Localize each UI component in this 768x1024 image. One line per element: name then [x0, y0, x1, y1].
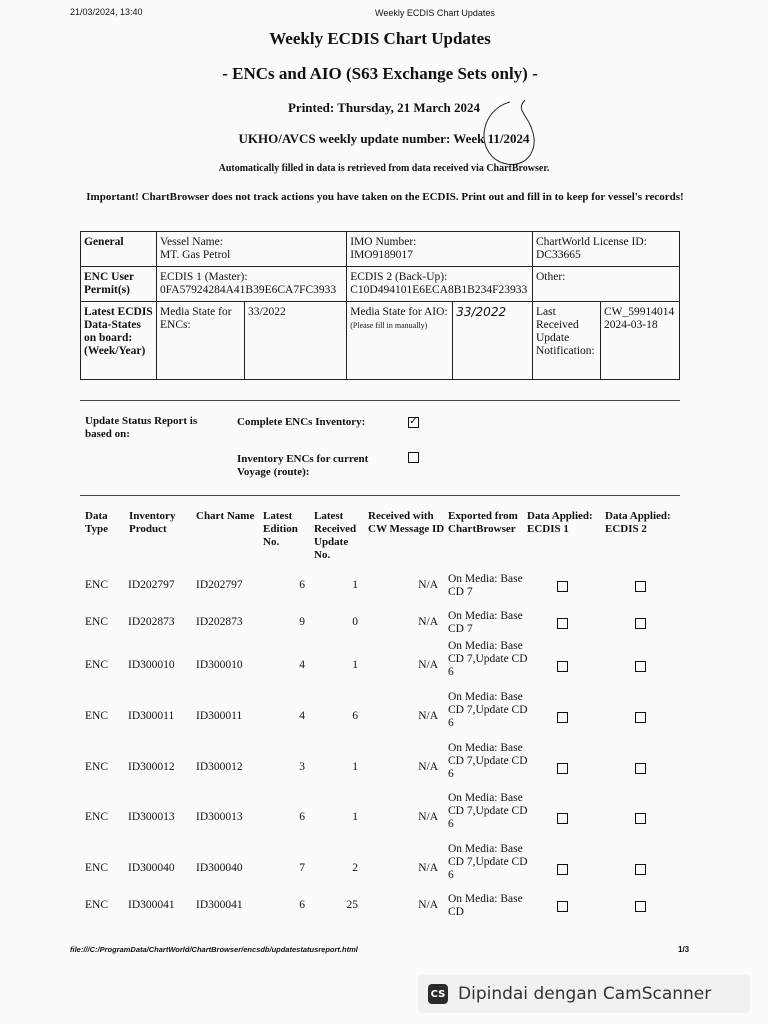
ecdis2-applied-checkbox[interactable] [635, 813, 646, 824]
ecdis1-label: ECDIS 1 (Master): [160, 271, 248, 283]
update-number: 1 [352, 761, 358, 773]
ecdis1-applied-checkbox[interactable] [557, 661, 568, 672]
exported-from: On Media: Base CD 7,Update CD 6 [448, 792, 528, 830]
print-timestamp: 21/03/2024, 13:40 [70, 7, 143, 17]
ecdis1-applied-checkbox[interactable] [557, 901, 568, 912]
ecdis2-cell [347, 267, 533, 302]
print-page-title: Weekly ECDIS Chart Updates [375, 8, 495, 18]
license-id: DC33665 [535, 249, 581, 261]
doc-title: Weekly ECDIS Chart Updates [269, 29, 491, 48]
vessel-info-table [80, 231, 680, 380]
license-cell [532, 232, 679, 267]
voyage-inventory-checkbox[interactable] [408, 452, 419, 463]
media-aio-label: Media State for AIO: [350, 306, 448, 318]
ecdis2-permit: C10D494101E6ECA8B1B234F23933 [350, 284, 528, 296]
ecdis1-cell [157, 267, 347, 302]
cw-message-id: N/A [418, 761, 438, 773]
ecdis1-applied-checkbox[interactable] [557, 712, 568, 723]
chart-name: ID300041 [196, 899, 243, 911]
data-type: ENC [85, 616, 108, 628]
column-header: Inventory Product [129, 510, 176, 535]
imo-label: IMO Number: [350, 236, 417, 248]
auto-note: Automatically filled in data is retrieved from data received via ChartBrowser. [218, 163, 550, 174]
data-type: ENC [85, 579, 108, 591]
column-header: Data Type [85, 510, 109, 535]
ecdis2-applied-checkbox[interactable] [635, 712, 646, 723]
voyage-inventory-label: Inventory ENCs for current Voyage (route): [237, 453, 369, 478]
ecdis2-applied-checkbox[interactable] [635, 864, 646, 875]
cw-message-id: N/A [418, 899, 438, 911]
chart-name: ID300011 [196, 710, 243, 722]
column-header: Data Applied: ECDIS 1 [527, 510, 593, 535]
update-number: 1 [352, 659, 358, 671]
exported-from: On Media: Base CD 7,Update CD 6 [448, 742, 528, 780]
exported-from: On Media: Base CD 7,Update CD 6 [448, 640, 528, 678]
divider [80, 495, 680, 496]
chart-name: ID202873 [196, 616, 243, 628]
camscanner-logo-icon: CS [428, 984, 448, 1004]
ecdis1-permit: 0FA57924284A41B39E6CA7FC3933 [160, 284, 337, 296]
update-number: 1 [352, 811, 358, 823]
edition-number: 6 [299, 579, 305, 591]
edition-number: 9 [299, 616, 305, 628]
inventory-product: ID202873 [128, 616, 175, 628]
data-type: ENC [85, 761, 108, 773]
cw-message-id: N/A [418, 862, 438, 874]
printed-date: Printed: Thursday, 21 March 2024 [287, 100, 480, 115]
ecdis1-applied-checkbox[interactable] [557, 618, 568, 629]
ecdis1-applied-checkbox[interactable] [557, 763, 568, 774]
inventory-product: ID300010 [128, 659, 175, 671]
last-update-cell [600, 302, 679, 380]
media-aio-cell [347, 302, 453, 380]
column-header: Exported from ChartBrowser [448, 510, 518, 535]
cw-message-id: N/A [418, 710, 438, 722]
complete-inventory-label: Complete ENCs Inventory: [237, 416, 366, 428]
ecdis2-applied-checkbox[interactable] [635, 618, 646, 629]
cw-message-id: N/A [418, 659, 438, 671]
inventory-product: ID300012 [128, 761, 175, 773]
edition-number: 6 [299, 811, 305, 823]
media-aio-note: (Please fill in manually) [350, 321, 428, 330]
inventory-product: ID300041 [128, 899, 175, 911]
complete-inventory-checkbox[interactable]: ✓ [409, 416, 418, 427]
doc-subtitle: - ENCs and AIO (S63 Exchange Sets only) - [222, 64, 538, 83]
divider [80, 400, 680, 401]
vessel-name: MT. Gas Petrol [160, 249, 231, 261]
update-number: 6 [352, 710, 358, 722]
data-type: ENC [85, 811, 108, 823]
imo-number: IMO9189017 [350, 249, 413, 261]
vessel-label: Vessel Name: [160, 236, 223, 248]
exported-from: On Media: Base CD 7 [448, 573, 523, 598]
footer-file-path: file:///C:/ProgramData/ChartWorld/ChartBrowser/encsdb/updatestatusreport.html [70, 945, 358, 954]
chart-name: ID300013 [196, 811, 243, 823]
license-label: ChartWorld License ID: [535, 236, 647, 248]
cw-message-id: N/A [418, 579, 438, 591]
based-on-label: Update Status Report is based on: [85, 415, 198, 440]
inventory-product: ID300013 [128, 811, 175, 823]
ecdis1-applied-checkbox[interactable] [557, 813, 568, 824]
data-type: ENC [85, 899, 108, 911]
column-header: Chart Name [196, 510, 255, 522]
update-number: 2 [352, 862, 358, 874]
exported-from: On Media: Base CD 7,Update CD 6 [448, 691, 528, 729]
cw-message-id: N/A [418, 811, 438, 823]
exported-from: On Media: Base CD 7 [448, 610, 523, 635]
last-update-id: CW_59914014 [603, 306, 675, 318]
media-enc-label: Media State for ENCs: [157, 302, 245, 380]
column-header: Received with CW Message ID [368, 510, 445, 535]
media-enc-value: 33/2022 [245, 302, 347, 380]
exported-from: On Media: Base CD 7,Update CD 6 [448, 843, 528, 881]
edition-number: 3 [299, 761, 305, 773]
chart-name: ID202797 [196, 579, 243, 591]
important-note: Important! ChartBrowser does not track actions you have taken on the ECDIS. Print out and fill in to keep for vessel's records! [86, 191, 684, 203]
imo-cell [347, 232, 533, 267]
edition-number: 4 [299, 710, 305, 722]
cw-message-id: N/A [418, 616, 438, 628]
update-number: UKHO/AVCS weekly update number: Week 11/2024 [238, 131, 530, 146]
chart-name: ID300040 [196, 862, 243, 874]
ecdis2-applied-checkbox[interactable] [635, 763, 646, 774]
inventory-product: ID202797 [128, 579, 175, 591]
media-aio-handwritten: 33/2022 [453, 302, 533, 380]
column-header: Latest Edition No. [263, 510, 298, 548]
edition-number: 7 [299, 862, 305, 874]
data-type: ENC [85, 862, 108, 874]
ecdis1-applied-checkbox[interactable] [557, 864, 568, 875]
column-header: Latest Received Update No. [314, 510, 357, 561]
update-number: 1 [352, 579, 358, 591]
update-number: 0 [352, 616, 358, 628]
inventory-product: ID300040 [128, 862, 175, 874]
last-update-label: Last Received Update Notification: [532, 302, 600, 380]
camscanner-label: Dipindai dengan CamScanner [458, 984, 712, 1004]
ecdis1-applied-checkbox[interactable] [557, 581, 568, 592]
ecdis2-applied-checkbox[interactable] [635, 581, 646, 592]
camscanner-watermark [418, 975, 750, 1013]
chart-name: ID300010 [196, 659, 243, 671]
permits-label: ENC User Permit(s) [81, 267, 157, 302]
ecdis2-applied-checkbox[interactable] [635, 661, 646, 672]
data-type: ENC [85, 659, 108, 671]
footer-page-number: 1/3 [678, 945, 690, 954]
ecdis2-applied-checkbox[interactable] [635, 901, 646, 912]
data-type: ENC [85, 710, 108, 722]
states-label: Latest ECDIS Data-States on board: (Week/Year) [81, 302, 157, 380]
last-update-date: 2024-03-18 [603, 319, 658, 331]
update-number: 25 [346, 899, 358, 911]
general-label: General [81, 232, 157, 267]
vessel-cell [157, 232, 347, 267]
chart-name: ID300012 [196, 761, 243, 773]
exported-from: On Media: Base CD [448, 893, 523, 918]
edition-number: 4 [299, 659, 305, 671]
ecdis2-label: ECDIS 2 (Back-Up): [350, 271, 448, 283]
inventory-product: ID300011 [128, 710, 175, 722]
other-cell: Other: [532, 267, 679, 302]
column-header: Data Applied: ECDIS 2 [605, 510, 671, 535]
edition-number: 6 [299, 899, 305, 911]
